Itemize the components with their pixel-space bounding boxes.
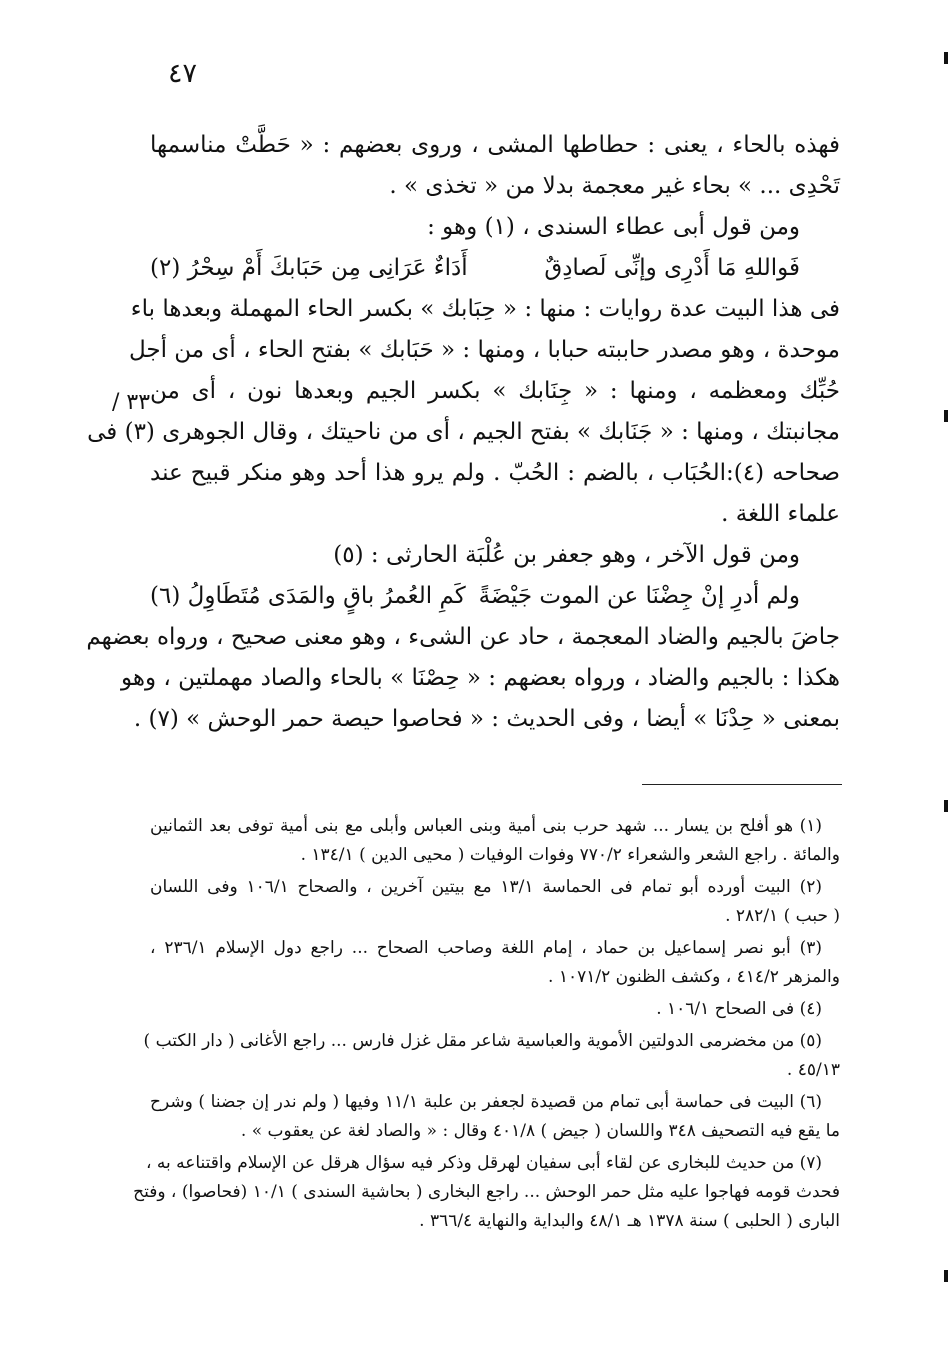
text-line: صحاحه (٤):الحُبَاب ، بالضم : الحُبّ . ولم يرو هذا أحد وهو منكر قبيح عند <box>150 460 841 486</box>
footnote-line: ما يقع فيه التصحيف ٣٤٨ واللسان ( جيض ) ٤٠١/٨ وقال : « والصاد لغة عن يعقوب » . <box>240 1121 840 1141</box>
footnote-line: ٤٥/١٣ . <box>786 1060 840 1080</box>
page-number: ٤٧ <box>168 58 198 89</box>
text-line: ومن قول الآخر ، وهو جعفر بن عُلْبَة الحارثى : (٥) <box>333 542 800 568</box>
text-line: علماء اللغة . <box>721 501 840 527</box>
footnote <box>150 995 840 1024</box>
footnote-line: فحدث قومه فهاجوا عليه مثل حمر الوحش ... راجع البخارى ( بحاشية السندى ) ١٠/١ (فحاصوا) ، وفتح <box>133 1182 840 1202</box>
footnote <box>143 1027 840 1085</box>
verse-first-hemistich: فَواللهِ مَا أَدْرِى وإنِّى لَصادِقٌ <box>544 255 800 281</box>
footnote <box>150 934 840 992</box>
footnote <box>150 1088 840 1146</box>
verse-first-hemistich: ولم أدرِ إنْ جِضْنَا عن الموت جَيْضَةً <box>478 583 800 609</box>
verse-second-hemistich: كَمِ العُمرُ باقٍ والمَدَى مُتَطَاوِلُ (٦) <box>150 583 466 609</box>
footnote-line: (٣) أبو نصر إسماعيل بن حماد ، إمام اللغة وصاحب الصحاح ... راجع دول الإسلام ٢٣٦/١ ، <box>150 938 823 958</box>
verse-line <box>150 576 840 617</box>
footnote-line: (٦) البيت فى حماسة أبى تمام من قصيدة لجعفر بن علبة ١١/١ وفيها ( ولم ندر إن جضنا ) وشرح <box>150 1092 822 1112</box>
text-line: ومن قول أبى عطاء السندى ، (١) وهو : <box>427 214 800 240</box>
text-line: بمعنى « حِدْنَا » أيضا ، وفى الحديث : « فحاصوا حيصة حمر الوحش » (٧) . <box>133 706 840 732</box>
text-line: هكذا : بالجيم والضاد ، ورواه بعضهم : « حِصْنَا » بالحاء والصاد مهملتين ، وهو <box>120 665 840 691</box>
text-line: جاضَ بالجيم والضاد المعجمة ، حاد عن الشىء ، وهو معنى صحيح ، ورواه بعضهم <box>86 624 840 650</box>
footnote-line: (١) هو أفلح بن يسار ... شهد حرب بنى أمية وبنى العباس وأبلى مع بنى أمية توفى بعد الثمانين <box>150 816 822 836</box>
footnote-line: (٢) البيت أورده أبو تمام فى الحماسة ١٣/١ مع بيتين آخرين ، والصحاح ١٠٦/١ وفى اللسان <box>150 877 822 897</box>
text-line: فهذه بالحاء ، يعنى : حطاطها المشى ، وروى بعضهم : « حَطَّتْ مناسمها <box>150 132 840 158</box>
footnote <box>133 1149 840 1236</box>
footnote-line: (٥) من مخضرمى الدولتين الأموية والعباسية شاعر مقل غزل فارس ... راجع الأغانى ( دار الكتب ) <box>143 1031 822 1051</box>
text-line: حُبِّك ومعظمه ، ومنها : « جِنَابك » بكسر الجيم وبعدها نون ، أى من <box>150 378 840 404</box>
manuscript-folio-marker: ٣٣ / <box>112 390 151 415</box>
verse-second-hemistich: أَدَاءٌ عَرَانِى مِن حَبَابكَ أَمْ سِحْرُ (٢) <box>150 255 468 281</box>
text-line: تَحْدِى ... » بحاء غير معجمة بدلا من « تخذى » . <box>389 173 840 199</box>
scan-mark <box>944 52 948 64</box>
scan-mark <box>944 410 948 422</box>
footnote-line: والمائة . راجع الشعر والشعراء ٧٧٠/٢ وفوات الوفيات ( محيى الدين ) ١٣٤/١ . <box>300 845 840 865</box>
footnote-line: البارى ( الحلبى ) سنة ١٣٧٨ هـ ٤٨/١ والبداية والنهاية ٣٦٦/٤ . <box>419 1211 840 1231</box>
verse-line <box>150 248 840 289</box>
footnote <box>150 812 840 870</box>
footnote-line: ( حبب ) ٢٨٢/١ . <box>725 906 840 926</box>
scan-mark <box>944 1270 948 1282</box>
footnote-line: (٧) من حديث للبخارى عن لقاء أبى سفيان لهرقل وذكر فيه سؤال هرقل عن الإسلام واقتناعه به ، <box>145 1153 822 1173</box>
scan-mark <box>944 800 948 812</box>
footnote-separator <box>642 784 842 785</box>
text-line: موحدة ، وهو مصدر حاببته حبابا ، ومنها : « حَبَابك » بفتح الحاء ، أى من أجل <box>128 337 840 363</box>
text-line: مجانبتك ، ومنها : « جَنَابك » بفتح الجيم ، أى من ناحيتك ، وقال الجوهرى (٣) فى <box>87 419 840 445</box>
footnotes <box>133 812 840 1239</box>
footnote-line: والمزهر ٤١٤/٢ ، وكشف الظنون ١٠٧١/٢ . <box>548 967 840 987</box>
footnote-line: (٤) فى الصحاح ١٠٦/١ . <box>656 999 822 1019</box>
text-line: فى هذا البيت عدة روايات : منها : « حِبَابك » بكسر الحاء المهملة وبعدها باء <box>130 296 840 322</box>
footnote <box>150 873 840 931</box>
